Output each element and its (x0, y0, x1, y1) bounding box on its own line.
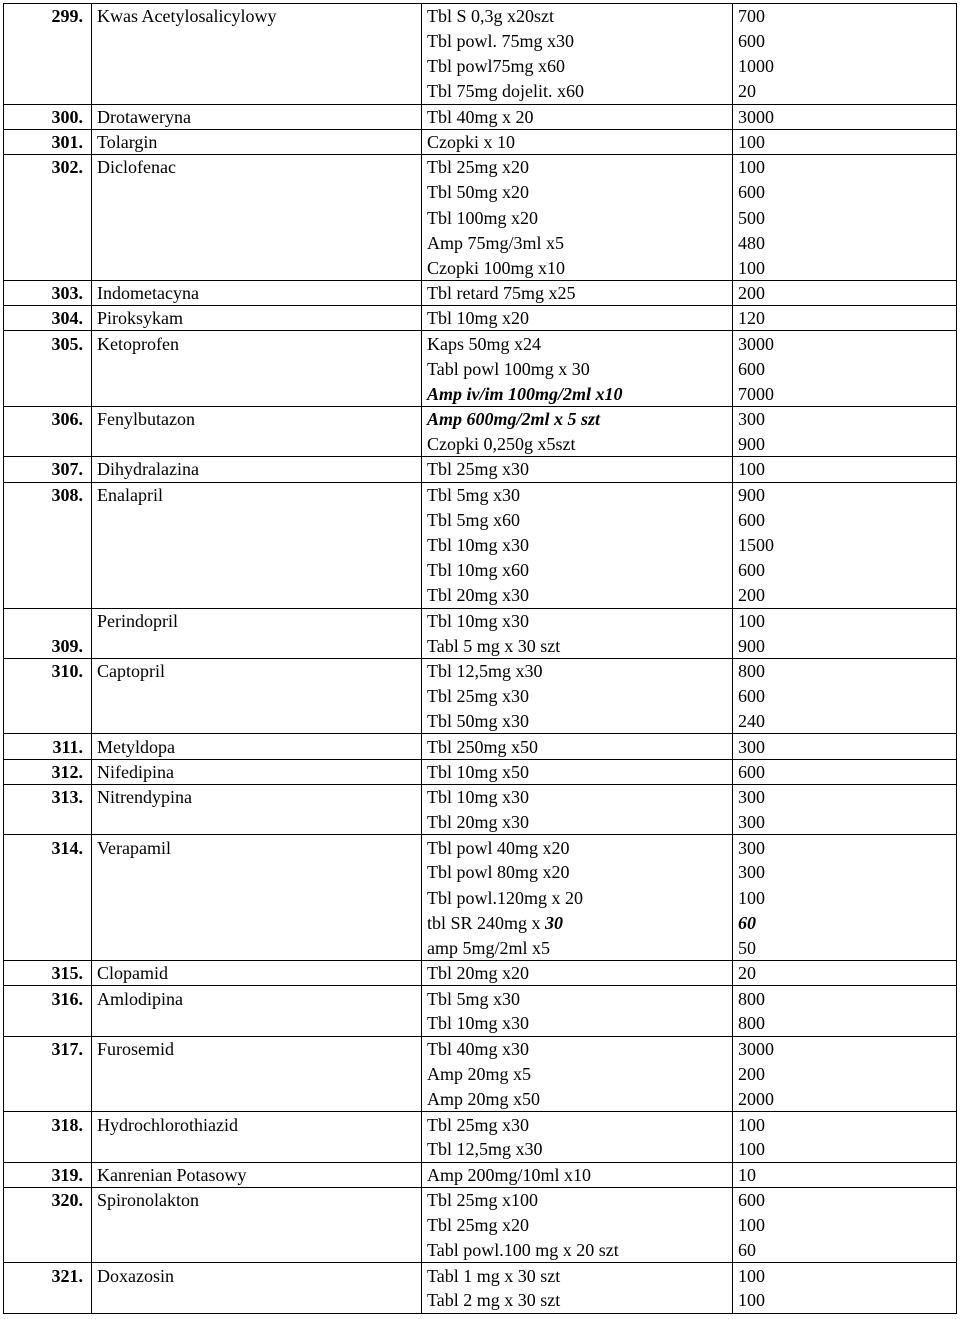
drug-form: Tbl 10mg x50 (422, 759, 733, 784)
drug-name (92, 29, 422, 54)
item-number (4, 1137, 92, 1162)
item-number: 299. (4, 4, 92, 29)
table-row (4, 331, 957, 356)
drug-name (92, 432, 422, 457)
drug-form: Tbl 20mg x30 (422, 810, 733, 835)
drug-name: Fenylbutazon (92, 407, 422, 432)
item-number: 307. (4, 457, 92, 482)
item-number (4, 1238, 92, 1263)
drug-name (92, 507, 422, 532)
quantity: 3000 (733, 1036, 957, 1061)
item-number (4, 255, 92, 280)
item-number (4, 1061, 92, 1086)
table-row (4, 633, 957, 658)
item-number: 319. (4, 1162, 92, 1187)
drug-name (92, 1137, 422, 1162)
drug-form: Czopki 100mg x10 (422, 255, 733, 280)
quantity: 7000 (733, 381, 957, 406)
drug-form: Tbl 10mg x30 (422, 784, 733, 809)
item-number (4, 381, 92, 406)
drug-form: Amp 200mg/10ml x10 (422, 1162, 733, 1187)
drug-form (422, 910, 733, 935)
table-row (4, 1036, 957, 1061)
item-number (4, 205, 92, 230)
table-row (4, 54, 957, 79)
table-row (4, 1288, 957, 1313)
drug-form: Amp iv/im 100mg/2ml x10 (422, 381, 733, 406)
drug-form: Tbl powl 80mg x20 (422, 860, 733, 885)
drug-name: Ketoprofen (92, 331, 422, 356)
drug-form: Tbl 12,5mg x30 (422, 658, 733, 683)
table-row (4, 155, 957, 180)
item-number (4, 583, 92, 608)
quantity: 100 (733, 457, 957, 482)
quantity: 700 (733, 4, 957, 29)
drug-name (92, 381, 422, 406)
drug-name: Verapamil (92, 835, 422, 860)
quantity: 200 (733, 281, 957, 306)
item-number: 316. (4, 986, 92, 1011)
drug-form-text: tbl SR 240mg x (427, 912, 546, 933)
table-row (4, 684, 957, 709)
drug-name (92, 910, 422, 935)
table-row (4, 860, 957, 885)
drug-name: Perindopril (92, 608, 422, 633)
drug-name: Nifedipina (92, 759, 422, 784)
item-number (4, 885, 92, 910)
drug-name: Diclofenac (92, 155, 422, 180)
quantity: 3000 (733, 104, 957, 129)
item-number (4, 29, 92, 54)
drug-name: Clopamid (92, 961, 422, 986)
quantity: 100 (733, 885, 957, 910)
drug-form: Tbl 10mg x30 (422, 1011, 733, 1036)
quantity: 240 (733, 709, 957, 734)
quantity: 100 (733, 1137, 957, 1162)
drug-name: Dihydralazina (92, 457, 422, 482)
drug-name: Nitrendypina (92, 784, 422, 809)
drug-form: Tbl retard 75mg x25 (422, 281, 733, 306)
table-row (4, 935, 957, 960)
drug-name (92, 230, 422, 255)
item-number: 304. (4, 306, 92, 331)
drug-name (92, 532, 422, 557)
quantity: 120 (733, 306, 957, 331)
quantity: 10 (733, 1162, 957, 1187)
table-row (4, 558, 957, 583)
quantity: 600 (733, 356, 957, 381)
drug-name (92, 1288, 422, 1313)
drug-list-body (4, 4, 957, 1314)
item-number: 317. (4, 1036, 92, 1061)
drug-form: Tbl 75mg dojelit. x60 (422, 79, 733, 104)
table-row (4, 129, 957, 154)
quantity: 100 (733, 1213, 957, 1238)
quantity: 300 (733, 784, 957, 809)
item-number: 303. (4, 281, 92, 306)
drug-form: Amp 75mg/3ml x5 (422, 230, 733, 255)
item-number (4, 1288, 92, 1313)
drug-form: amp 5mg/2ml x5 (422, 935, 733, 960)
drug-name (92, 810, 422, 835)
table-row (4, 104, 957, 129)
drug-form: Tbl 10mg x30 (422, 608, 733, 633)
drug-name (92, 180, 422, 205)
table-row (4, 658, 957, 683)
quantity: 20 (733, 961, 957, 986)
drug-name (92, 885, 422, 910)
table-row (4, 507, 957, 532)
quantity: 100 (733, 1112, 957, 1137)
quantity: 3000 (733, 331, 957, 356)
quantity: 100 (733, 608, 957, 633)
quantity: 100 (733, 155, 957, 180)
quantity: 900 (733, 432, 957, 457)
drug-form: Tbl 50mg x20 (422, 180, 733, 205)
table-row (4, 583, 957, 608)
item-number: 309. (4, 633, 92, 658)
table-row (4, 910, 957, 935)
quantity: 1500 (733, 532, 957, 557)
table-row (4, 608, 957, 633)
table-row (4, 281, 957, 306)
drug-name: Hydrochlorothiazid (92, 1112, 422, 1137)
item-number (4, 532, 92, 557)
drug-form: Tbl 5mg x60 (422, 507, 733, 532)
item-number (4, 910, 92, 935)
drug-form-emphasis: 30 (545, 912, 564, 933)
drug-form: Tbl 40mg x 20 (422, 104, 733, 129)
drug-form: Tbl 25mg x20 (422, 1213, 733, 1238)
item-number: 300. (4, 104, 92, 129)
drug-form: Czopki x 10 (422, 129, 733, 154)
item-number (4, 356, 92, 381)
drug-form: Tbl 25mg x30 (422, 457, 733, 482)
quantity: 50 (733, 935, 957, 960)
drug-form: Amp 600mg/2ml x 5 szt (422, 407, 733, 432)
drug-form: Tbl 50mg x30 (422, 709, 733, 734)
quantity: 900 (733, 633, 957, 658)
drug-name (92, 54, 422, 79)
drug-form: Tbl 25mg x100 (422, 1187, 733, 1212)
quantity: 100 (733, 1263, 957, 1288)
drug-form: Tbl powl. 75mg x30 (422, 29, 733, 54)
table-row (4, 784, 957, 809)
table-row (4, 381, 957, 406)
drug-name: Metyldopa (92, 734, 422, 759)
table-row (4, 532, 957, 557)
drug-form: Tbl 25mg x30 (422, 684, 733, 709)
table-row (4, 482, 957, 507)
item-number (4, 709, 92, 734)
quantity: 200 (733, 583, 957, 608)
drug-name (92, 860, 422, 885)
drug-name (92, 558, 422, 583)
table-row (4, 306, 957, 331)
item-number: 313. (4, 784, 92, 809)
item-number (4, 935, 92, 960)
table-row (4, 230, 957, 255)
drug-form: Tbl powl75mg x60 (422, 54, 733, 79)
quantity: 300 (733, 860, 957, 885)
drug-form: Amp 20mg x50 (422, 1087, 733, 1112)
table-row (4, 885, 957, 910)
item-number (4, 810, 92, 835)
table-row (4, 1238, 957, 1263)
drug-form: Tbl 20mg x20 (422, 961, 733, 986)
item-number: 320. (4, 1187, 92, 1212)
item-number (4, 860, 92, 885)
drug-name (92, 1087, 422, 1112)
drug-name (92, 1061, 422, 1086)
drug-form: Tbl 20mg x30 (422, 583, 733, 608)
quantity: 600 (733, 1187, 957, 1212)
table-row (4, 986, 957, 1011)
drug-name: Kwas Acetylosalicylowy (92, 4, 422, 29)
table-row (4, 1213, 957, 1238)
table-row (4, 407, 957, 432)
drug-form: Tbl 5mg x30 (422, 986, 733, 1011)
quantity: 100 (733, 1288, 957, 1313)
quantity: 800 (733, 658, 957, 683)
quantity: 600 (733, 558, 957, 583)
table-row (4, 180, 957, 205)
table-row (4, 961, 957, 986)
table-row (4, 734, 957, 759)
drug-name (92, 935, 422, 960)
item-number: 306. (4, 407, 92, 432)
table-row (4, 1011, 957, 1036)
item-number: 315. (4, 961, 92, 986)
item-number (4, 230, 92, 255)
table-row (4, 759, 957, 784)
quantity: 800 (733, 986, 957, 1011)
drug-name (92, 255, 422, 280)
quantity: 480 (733, 230, 957, 255)
item-number: 310. (4, 658, 92, 683)
item-number (4, 1213, 92, 1238)
drug-name: Kanrenian Potasowy (92, 1162, 422, 1187)
table-row (4, 1162, 957, 1187)
table-row (4, 255, 957, 280)
item-number (4, 684, 92, 709)
drug-name (92, 684, 422, 709)
drug-form: Tabl 5 mg x 30 szt (422, 633, 733, 658)
drug-name: Indometacyna (92, 281, 422, 306)
table-row (4, 4, 957, 29)
drug-form: Tbl 5mg x30 (422, 482, 733, 507)
drug-form: Tbl S 0,3g x20szt (422, 4, 733, 29)
table-row (4, 1087, 957, 1112)
drug-name (92, 1011, 422, 1036)
table-row (4, 1187, 957, 1212)
table-row (4, 709, 957, 734)
item-number: 318. (4, 1112, 92, 1137)
drug-name (92, 356, 422, 381)
drug-name (92, 1238, 422, 1263)
quantity: 900 (733, 482, 957, 507)
drug-form: Tabl powl 100mg x 30 (422, 356, 733, 381)
item-number: 308. (4, 482, 92, 507)
item-number: 311. (4, 734, 92, 759)
quantity: 600 (733, 507, 957, 532)
drug-list-table (3, 3, 957, 1314)
quantity: 60 (733, 910, 957, 935)
quantity: 600 (733, 759, 957, 784)
item-number: 305. (4, 331, 92, 356)
drug-name (92, 709, 422, 734)
drug-form: Kaps 50mg x24 (422, 331, 733, 356)
drug-name: Drotaweryna (92, 104, 422, 129)
table-row (4, 432, 957, 457)
quantity: 1000 (733, 54, 957, 79)
drug-form: Tbl 10mg x20 (422, 306, 733, 331)
drug-name: Amlodipina (92, 986, 422, 1011)
drug-form: Tbl 12,5mg x30 (422, 1137, 733, 1162)
drug-name: Captopril (92, 658, 422, 683)
quantity: 300 (733, 810, 957, 835)
quantity: 300 (733, 734, 957, 759)
drug-form: Czopki 0,250g x5szt (422, 432, 733, 457)
quantity: 2000 (733, 1087, 957, 1112)
quantity: 600 (733, 180, 957, 205)
drug-name: Piroksykam (92, 306, 422, 331)
quantity: 300 (733, 835, 957, 860)
item-number: 301. (4, 129, 92, 154)
table-row (4, 1061, 957, 1086)
quantity: 600 (733, 684, 957, 709)
table-row (4, 29, 957, 54)
quantity: 600 (733, 29, 957, 54)
quantity: 100 (733, 129, 957, 154)
item-number (4, 507, 92, 532)
drug-form: Tbl 40mg x30 (422, 1036, 733, 1061)
quantity: 800 (733, 1011, 957, 1036)
item-number: 302. (4, 155, 92, 180)
item-number: 314. (4, 835, 92, 860)
item-number (4, 54, 92, 79)
drug-name (92, 633, 422, 658)
quantity: 500 (733, 205, 957, 230)
drug-form: Tabl 2 mg x 30 szt (422, 1288, 733, 1313)
table-row (4, 810, 957, 835)
item-number (4, 79, 92, 104)
table-row (4, 356, 957, 381)
table-row (4, 457, 957, 482)
quantity: 300 (733, 407, 957, 432)
quantity: 60 (733, 1238, 957, 1263)
table-row (4, 1112, 957, 1137)
drug-form: Tbl 10mg x30 (422, 532, 733, 557)
item-number (4, 1011, 92, 1036)
item-number (4, 432, 92, 457)
drug-form: Tabl 1 mg x 30 szt (422, 1263, 733, 1288)
item-number (4, 608, 92, 633)
drug-form: Amp 20mg x5 (422, 1061, 733, 1086)
drug-form: Tbl 100mg x20 (422, 205, 733, 230)
drug-name: Doxazosin (92, 1263, 422, 1288)
drug-form: Tbl powl 40mg x20 (422, 835, 733, 860)
drug-name: Spironolakton (92, 1187, 422, 1212)
drug-name: Furosemid (92, 1036, 422, 1061)
item-number (4, 1087, 92, 1112)
drug-form: Tbl 25mg x20 (422, 155, 733, 180)
quantity: 20 (733, 79, 957, 104)
drug-form: Tbl 250mg x50 (422, 734, 733, 759)
item-number (4, 180, 92, 205)
drug-name: Enalapril (92, 482, 422, 507)
drug-name (92, 583, 422, 608)
drug-name (92, 205, 422, 230)
drug-name (92, 1213, 422, 1238)
table-row (4, 79, 957, 104)
drug-name (92, 79, 422, 104)
drug-form: Tbl 10mg x60 (422, 558, 733, 583)
table-row (4, 835, 957, 860)
drug-name: Tolargin (92, 129, 422, 154)
table-row (4, 1263, 957, 1288)
quantity: 100 (733, 255, 957, 280)
item-number: 312. (4, 759, 92, 784)
item-number: 321. (4, 1263, 92, 1288)
drug-form: Tbl 25mg x30 (422, 1112, 733, 1137)
quantity: 200 (733, 1061, 957, 1086)
drug-form: Tabl powl.100 mg x 20 szt (422, 1238, 733, 1263)
item-number (4, 558, 92, 583)
drug-form: Tbl powl.120mg x 20 (422, 885, 733, 910)
table-row (4, 205, 957, 230)
table-row (4, 1137, 957, 1162)
